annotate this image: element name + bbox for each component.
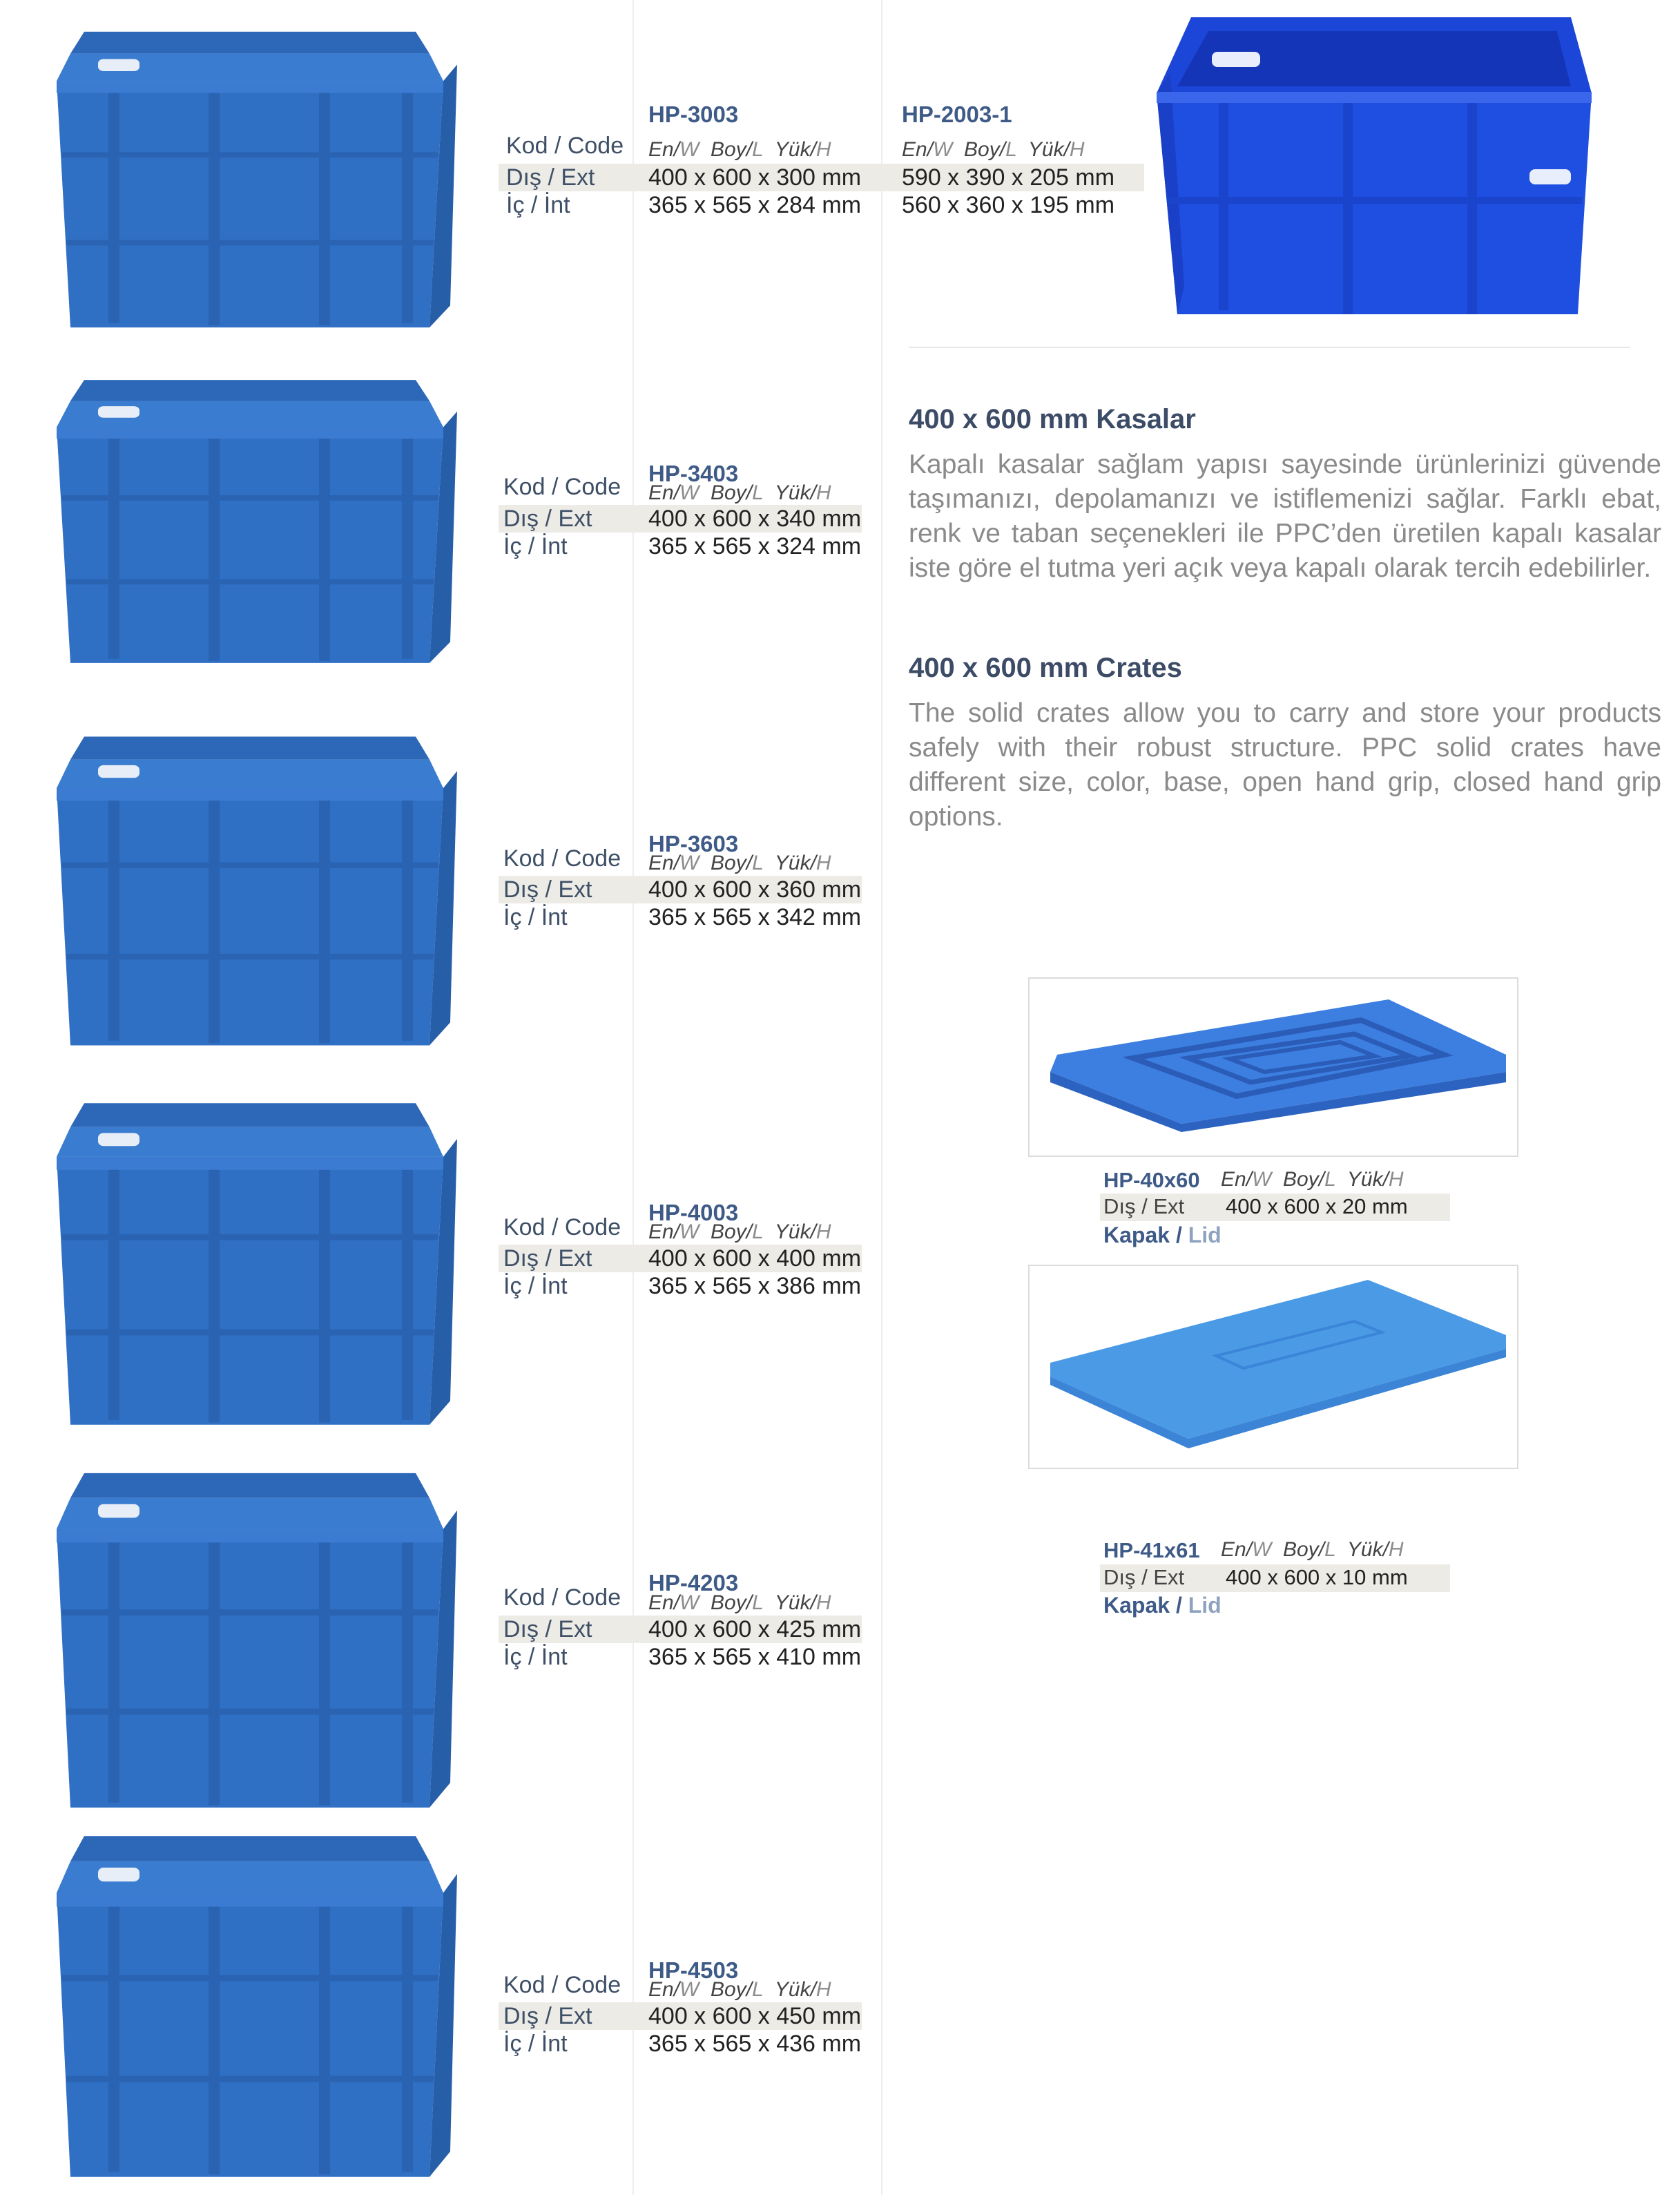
kod-code-label: Kod / Code xyxy=(506,133,624,159)
kod-code-label: Kod / Code xyxy=(503,1972,621,1998)
ic-int-label: İç / İnt xyxy=(503,1273,568,1299)
int-dimension: 365 x 565 x 436 mm xyxy=(648,2031,862,2057)
int-dimension: 365 x 565 x 386 mm xyxy=(648,1273,862,1299)
int-dimension: 365 x 565 x 324 mm xyxy=(648,533,862,559)
crate-image-hp-3603 xyxy=(43,725,471,1057)
ext-dimension: 400 x 600 x 340 mm xyxy=(648,506,862,532)
lid-code: HP-40x60 xyxy=(1103,1168,1200,1192)
dis-ext-label: Dış / Ext xyxy=(503,2003,592,2029)
lid-dis-ext-label: Dış / Ext xyxy=(1103,1194,1185,1218)
lid-dimension-header: En/W Boy/L Yük/H xyxy=(1221,1168,1404,1191)
int-dimension: 365 x 565 x 284 mm xyxy=(648,192,862,218)
product-code: HP-2003-1 xyxy=(902,102,1012,127)
dis-ext-label: Dış / Ext xyxy=(503,1616,592,1642)
dimension-header: En/W Boy/L Yük/H xyxy=(902,138,1085,161)
ic-int-label: İç / İnt xyxy=(503,2031,568,2057)
dimension-header: En/W Boy/L Yük/H xyxy=(648,1220,831,1243)
lid-dis-ext-label: Dış / Ext xyxy=(1103,1565,1185,1589)
lid-ext-dimension: 400 x 600 x 20 mm xyxy=(1226,1194,1408,1218)
crate-image-hp-3403 xyxy=(43,370,471,673)
lid-kapak-label: Kapak / Lid xyxy=(1103,1593,1222,1618)
ext-dimension: 590 x 390 x 205 mm xyxy=(902,164,1115,191)
int-dimension: 365 x 565 x 410 mm xyxy=(648,1644,862,1670)
lid-ext-dimension: 400 x 600 x 10 mm xyxy=(1226,1565,1408,1589)
int-dimension: 560 x 360 x 195 mm xyxy=(902,192,1115,218)
product-code: HP-4203 xyxy=(648,1570,739,1595)
kod-code-label: Kod / Code xyxy=(503,1584,621,1611)
crate-image-hp-2003-1 xyxy=(1143,10,1605,321)
lid-kapak-label: Kapak / Lid xyxy=(1103,1223,1222,1247)
dis-ext-label: Dış / Ext xyxy=(503,1245,592,1272)
product-code: HP-4503 xyxy=(648,1957,739,1983)
section-body-tr: Kapalı kasalar sağlam yapısı sayesinde ürünlerinizi güvende taşımanızı, depolamanızı ve istiflemenizi sağlar. Farklı ebat, renk ve taban seçenekleri ile PPC’den üretilen kapalı kasalar iste göre el tutma yeri açık veya kapalı olarak tercih edebilirler. xyxy=(909,450,1661,583)
dis-ext-label: Dış / Ext xyxy=(503,506,592,532)
column-divider-1 xyxy=(633,0,634,2195)
crate-image-hp-4503 xyxy=(43,1823,471,2189)
dis-ext-label: Dış / Ext xyxy=(503,876,592,903)
product-code: HP-3603 xyxy=(648,831,739,856)
kod-code-label: Kod / Code xyxy=(503,845,621,872)
lid-image-hp-40x60 xyxy=(1030,979,1517,1156)
section-title-tr: 400 x 600 mm Kasalar xyxy=(909,404,1196,434)
lid-dimension-header: En/W Boy/L Yük/H xyxy=(1221,1538,1404,1561)
product-code: HP-3403 xyxy=(648,461,739,486)
lid-image-box-hp-40x60 xyxy=(1028,977,1518,1157)
ext-dimension: 400 x 600 x 425 mm xyxy=(648,1616,862,1642)
section-divider xyxy=(909,347,1630,348)
kod-code-label: Kod / Code xyxy=(503,474,621,500)
dis-ext-label: Dış / Ext xyxy=(506,164,595,191)
dimension-header: En/W Boy/L Yük/H xyxy=(648,481,831,504)
dimension-header: En/W Boy/L Yük/H xyxy=(648,1978,831,2001)
section-title-en: 400 x 600 mm Crates xyxy=(909,653,1182,683)
dimension-header: En/W Boy/L Yük/H xyxy=(648,1591,831,1614)
lid-image-hp-41x61 xyxy=(1030,1266,1517,1468)
crate-image-hp-4003 xyxy=(43,1091,471,1437)
column-divider-2 xyxy=(881,0,882,2195)
kod-code-label: Kod / Code xyxy=(503,1214,621,1240)
ic-int-label: İç / İnt xyxy=(506,192,570,218)
section-body-en: The solid crates allow you to carry and store your products safely with their robust structure. PPC solid crates have different size, color, base, open hand grip, closed hand grip options. xyxy=(909,698,1661,832)
dimension-header: En/W Boy/L Yük/H xyxy=(648,138,831,161)
ext-dimension: 400 x 600 x 360 mm xyxy=(648,876,862,903)
lid-code: HP-41x61 xyxy=(1103,1538,1200,1562)
product-code: HP-3003 xyxy=(648,102,739,127)
ic-int-label: İç / İnt xyxy=(503,1644,568,1670)
ext-dimension: 400 x 600 x 400 mm xyxy=(648,1245,862,1272)
ic-int-label: İç / İnt xyxy=(503,904,568,930)
crate-image-hp-4203 xyxy=(43,1461,471,1820)
int-dimension: 365 x 565 x 342 mm xyxy=(648,904,862,930)
lid-image-box-hp-41x61 xyxy=(1028,1265,1518,1469)
ic-int-label: İç / İnt xyxy=(503,533,568,559)
product-code: HP-4003 xyxy=(648,1200,739,1225)
dimension-header: En/W Boy/L Yük/H xyxy=(648,852,831,874)
ext-dimension: 400 x 600 x 300 mm xyxy=(648,164,862,191)
ext-dimension: 400 x 600 x 450 mm xyxy=(648,2003,862,2029)
crate-image-hp-3003 xyxy=(43,21,471,338)
